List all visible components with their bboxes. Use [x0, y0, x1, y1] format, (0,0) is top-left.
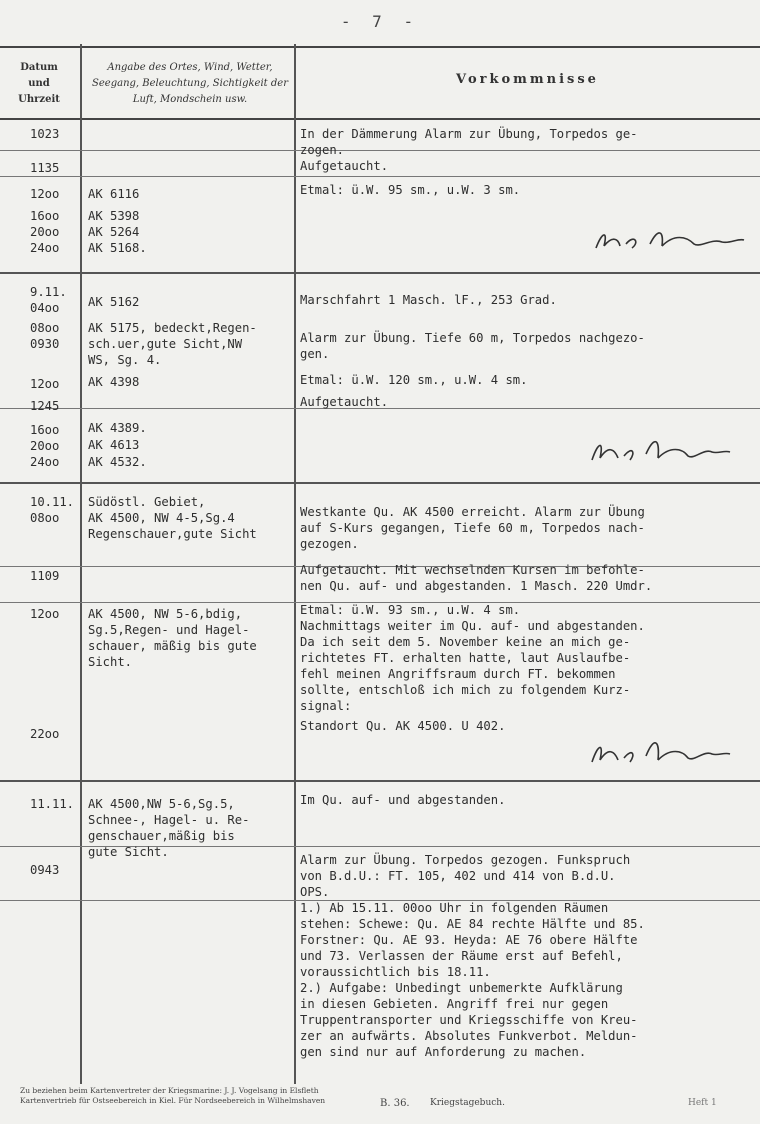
- footer-form-number: B. 36.: [380, 1098, 410, 1109]
- entry-place: Südöstl. Gebiet, AK 4500, NW 4-5,Sg.4 Regenschauer,gute Sicht: [88, 495, 257, 541]
- entry-time: 1023: [30, 127, 60, 141]
- entry-place: AK 4532.: [88, 455, 147, 469]
- entry-events: Marschfahrt 1 Masch. lF., 253 Grad.: [300, 293, 557, 307]
- entry-events: Aufgetaucht. Mit wechselnden Kursen im befohle- nen Qu. auf- und abgestanden. 1 Masch. 220 Umdr.: [300, 563, 653, 593]
- entry-time: 12oo: [30, 377, 60, 391]
- entry-place: AK 4500,NW 5-6,Sg.5, Schnee-, Hagel- u. Re- genschauer,mäßig bis gute Sicht.: [88, 797, 250, 859]
- entry-events: Alarm zur Übung. Tiefe 60 m, Torpedos nachgezo- gen.: [300, 331, 645, 361]
- entry-events: Aufgetaucht.: [300, 159, 389, 173]
- footer-publisher-line-2: Kartenvertrieb für Ostseebereich in Kiel. Für Nordseebereich in Wilhelmshaven: [20, 1096, 326, 1105]
- column-divider-2: [294, 44, 296, 1084]
- entry-place: AK 4500, NW 5-6,bdig, Sg.5,Regen- und Hagel- schauer, mäßig bis gute Sicht.: [88, 607, 257, 669]
- entry-events: Etmal: ü.W. 120 sm., u.W. 4 sm.: [300, 373, 528, 387]
- entry-time: 24oo: [30, 241, 60, 255]
- column-divider-1: [80, 44, 82, 1084]
- header-events-column: Vorkommnisse: [456, 72, 599, 87]
- entry-events: Aufgetaucht.: [300, 395, 389, 409]
- header-top-rule: [0, 46, 760, 48]
- entry-place: AK 5264: [88, 225, 140, 239]
- entry-events: Alarm zur Übung. Torpedos gezogen. Funkspruch von B.d.U.: FT. 105, 402 und 414 von B.d.U. OPS. 1.) Ab 15.11. 00oo Uhr in folgenden Räumen stehen: Schewe: Qu. AE 84 rechte Hälfte und 85. Forstner: Qu. AE 93. Heyda: AE 76 obere Hälfte und 73. Verlassen der Räume erst auf Befehl, voraussichtlich bis 18.11. 2.) Aufgabe: Unbedingt unbemerkte Aufklärung in diesen Gebieten. Angriff frei nur gegen Truppentransporter und Kriegsschiffe von Kreu- zer an aufwärts. Absolutes Funkverbot. Meldun- gen sind nur auf Anforderung zu machen.: [300, 853, 645, 1059]
- entry-time: 16oo: [30, 209, 60, 223]
- header-place-column: Angabe des Ortes, Wind, Wetter, Seegang, Beleuchtung, Sichtigkeit der Luft, Mondschein usw.: [92, 62, 288, 105]
- entry-time: 20oo: [30, 225, 60, 239]
- entry-time: 08oo: [30, 321, 60, 335]
- entry-time: 9.11. 04oo: [30, 285, 67, 315]
- entry-time: 24oo: [30, 455, 60, 469]
- entry-time: 11.11.: [30, 797, 75, 811]
- header-date-column: Datum und Uhrzeit: [18, 62, 60, 105]
- entry-place: AK 4613: [88, 438, 140, 452]
- entry-place: sch.uer,gute Sicht,NW WS, Sg. 4.: [88, 337, 243, 367]
- entry-time: 20oo: [30, 439, 60, 453]
- entry-time: 0930: [30, 337, 60, 351]
- entry-time: 0943: [30, 863, 60, 877]
- entry-events: In der Dämmerung Alarm zur Übung, Torpedos ge- zogen.: [300, 127, 638, 157]
- entry-time: 16oo: [30, 423, 60, 437]
- entry-events: Etmal: ü.W. 93 sm., u.W. 4 sm. Nachmittags weiter im Qu. auf- und abgestanden. Da ich seit dem 5. November keine an mich ge- richtetes FT. erhalten hatte, laut Auslaufbe- fehl meinen Angriffsraum durch FT. bekommen sollte, entschloß ich mich zu folgendem Kurz- signal:: [300, 603, 645, 713]
- commander-signature: [584, 734, 734, 774]
- entry-events: Westkante Qu. AK 4500 erreicht. Alarm zur Übung auf S-Kurs gegangen, Tiefe 60 m, Torpedos nach- gezogen.: [300, 505, 645, 551]
- entry-time: 1109: [30, 569, 60, 583]
- entry-events: Etmal: ü.W. 95 sm., u.W. 3 sm.: [300, 183, 521, 197]
- entry-place: AK 5398: [88, 209, 140, 223]
- commander-signature: [590, 224, 750, 260]
- entry-place: AK 5168.: [88, 241, 147, 255]
- header-bottom-rule: [0, 118, 760, 120]
- entry-time: 1135: [30, 161, 60, 175]
- entry-place: AK 4389.: [88, 421, 147, 435]
- entry-time: 22oo: [30, 727, 60, 741]
- entry-events: Standort Qu. AK 4500. U 402.: [300, 719, 506, 733]
- entry-time: 12oo: [30, 607, 60, 621]
- entry-time: 10.11. 08oo: [30, 495, 75, 525]
- footer-right-text: Heft 1: [688, 1098, 717, 1108]
- entry-time: 12oo: [30, 187, 60, 201]
- footer-form-kind: Kriegstagebuch.: [430, 1098, 505, 1108]
- entry-place: AK 5175, bedeckt,Regen-: [88, 321, 257, 335]
- entry-events: Im Qu. auf- und abgestanden.: [300, 793, 506, 807]
- page-number: - 7 -: [340, 12, 420, 31]
- entry-place: AK 6116: [88, 187, 140, 201]
- entry-place: AK 5162: [88, 295, 140, 309]
- commander-signature: [584, 432, 734, 472]
- footer-publisher-line-1: Zu beziehen beim Kartenvertreter der Kriegsmarine: J. J. Vogelsang in Elsfleth: [20, 1086, 319, 1095]
- entry-time: 1245: [30, 399, 60, 413]
- entry-place: AK 4398: [88, 375, 140, 389]
